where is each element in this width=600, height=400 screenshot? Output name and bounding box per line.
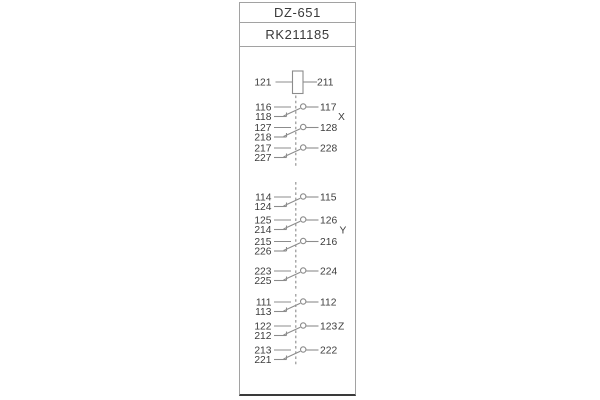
serial-label: RK211185	[265, 27, 330, 42]
contact-point-icon	[301, 238, 306, 243]
contact-arm	[284, 327, 301, 335]
contact-arm	[284, 198, 301, 206]
terminal-label: 224	[320, 266, 338, 278]
contact-point-icon	[301, 299, 306, 304]
contact-arm	[284, 108, 301, 116]
terminal-label: 124	[254, 202, 272, 214]
terminal-label: 122	[254, 321, 272, 333]
contact-point-icon	[301, 217, 306, 222]
terminal-label: 215	[254, 237, 272, 249]
terminal-label: 123	[320, 321, 338, 333]
terminal-label: 117	[320, 102, 337, 114]
contact-point-icon	[301, 145, 306, 150]
contact-arm	[284, 221, 301, 229]
contact-arm	[284, 149, 301, 157]
contact-arm	[284, 129, 301, 137]
terminal-label: 111	[255, 297, 272, 309]
contact-point-icon	[301, 323, 306, 328]
model-label: DZ-651	[274, 5, 321, 20]
coil-terminal-label: 121	[254, 77, 272, 89]
contact-point-icon	[301, 194, 306, 199]
terminal-label: 226	[254, 246, 272, 258]
terminal-label: 212	[254, 331, 272, 343]
group-label: X	[338, 112, 345, 124]
terminal-label: 116	[255, 102, 272, 114]
terminal-label: 218	[254, 132, 272, 144]
terminal-label: 223	[254, 266, 272, 278]
contact-arm	[284, 243, 301, 251]
coil-symbol-icon	[293, 71, 304, 94]
contact-point-icon	[301, 347, 306, 352]
terminal-label: 228	[320, 143, 338, 155]
terminal-label: 217	[254, 143, 272, 155]
contact-point-icon	[301, 268, 306, 273]
terminal-label: 221	[254, 355, 272, 367]
contact-point-icon	[301, 104, 306, 109]
terminal-label: 213	[254, 345, 272, 357]
terminal-label: 128	[320, 123, 338, 135]
terminal-label: 222	[320, 345, 338, 357]
terminal-label: 118	[255, 112, 272, 124]
terminal-label: 115	[320, 192, 337, 204]
contact-arm	[284, 272, 301, 280]
group-label: Y	[339, 225, 347, 237]
coil-terminal-label: 211	[317, 77, 334, 89]
terminal-label: 125	[254, 215, 272, 227]
terminal-label: 113	[255, 307, 272, 319]
terminal-label: 227	[254, 153, 272, 165]
terminal-label: 127	[254, 123, 272, 135]
contact-arm	[284, 303, 301, 311]
terminal-label: 216	[320, 237, 338, 249]
contact-point-icon	[301, 124, 306, 129]
terminal-label: 214	[254, 225, 272, 237]
terminal-label: 112	[320, 297, 337, 309]
contact-arm	[284, 351, 301, 359]
terminal-label: 114	[255, 192, 272, 204]
group-label: Z	[338, 321, 345, 333]
terminal-label: 225	[254, 276, 272, 288]
terminal-label: 126	[320, 215, 338, 227]
